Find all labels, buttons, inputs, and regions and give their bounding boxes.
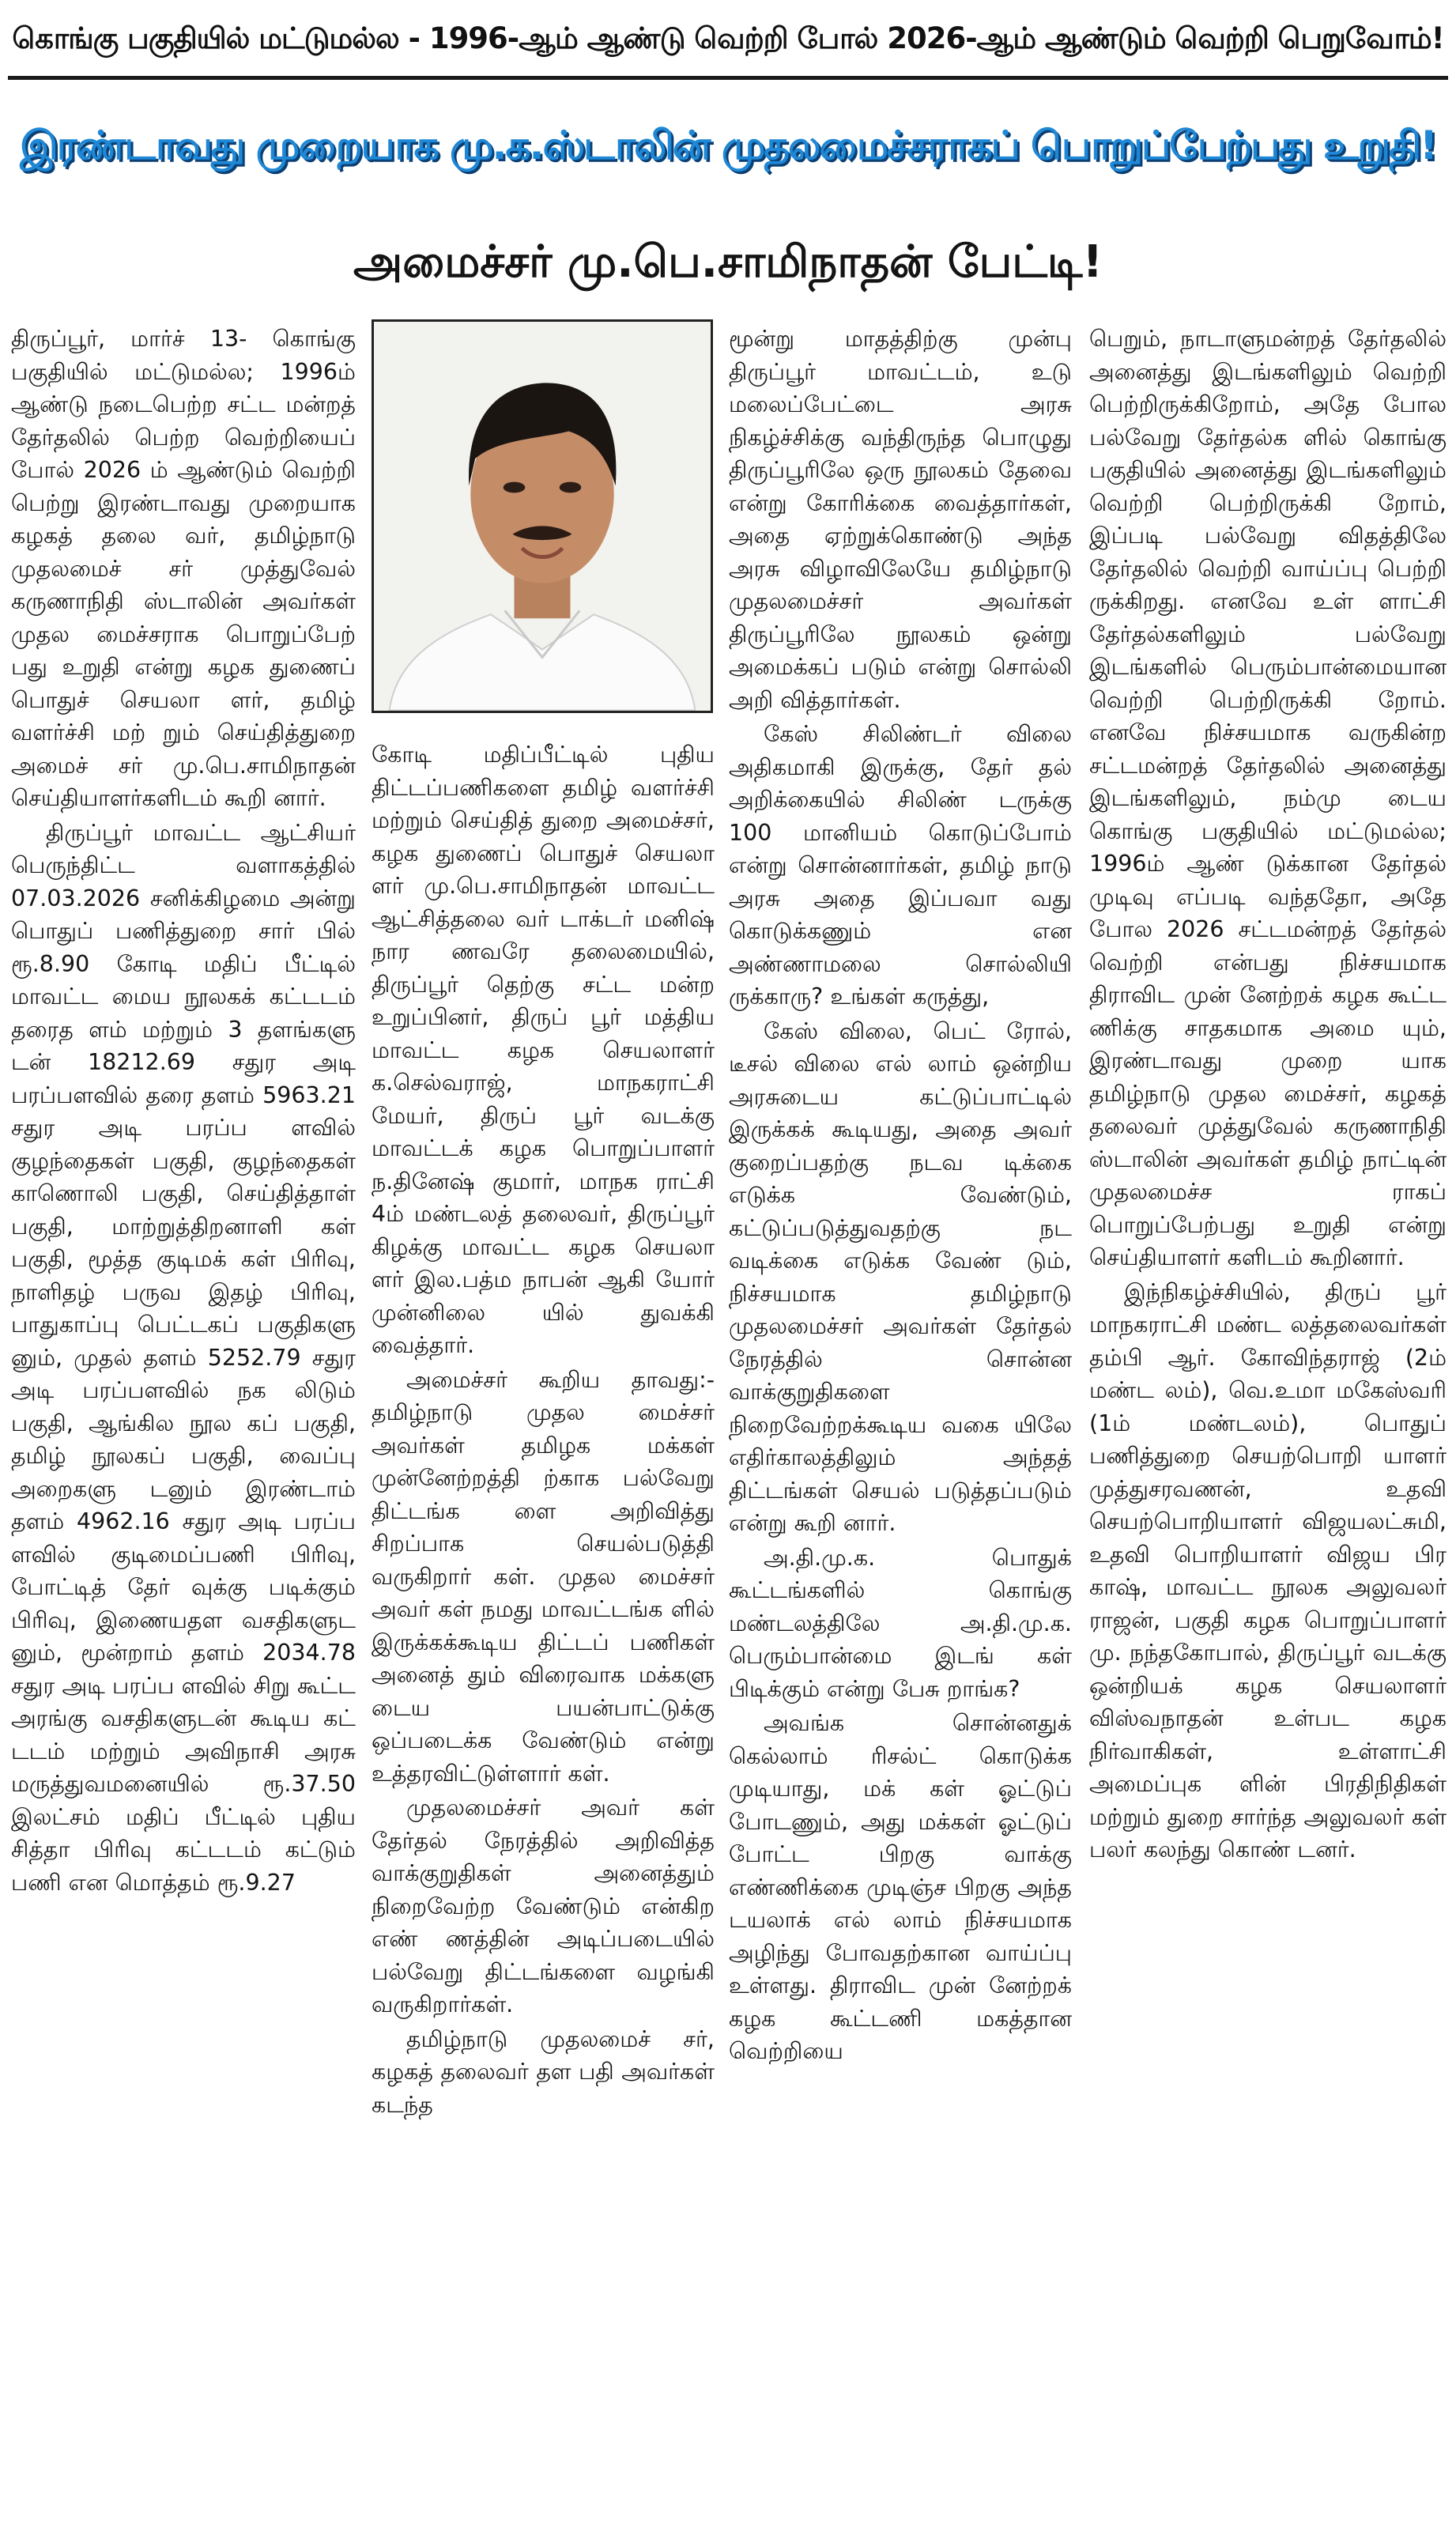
paragraph: அ.தி.மு.க. பொதுக் கூட்டங்களில் கொங்கு மண்டலத்திலே அ.தி.மு.க. பெரும்பான்மை இடங் கள் பிடிக்கும் என்று பேசு றாங்க? <box>729 1544 1072 1702</box>
paragraph: திருப்பூர் மாவட்ட ஆட்சியர் பெருந்திட்ட வளாகத்தில் 07.03.2026 சனிக்கிழமை அன்று பொதுப் பணித்துறை சார் பில் ரூ.8.90 கோடி மதிப் பீட்டில் மாவட்ட மைய நூலகக் கட்டடம் தரைத ளம் மற்றும் 3 தளங்களு டன் 18212.69 சதுர அடி பரப்பளவில் தரை தளம் 5963.21 சதுர அடி பரப்ப ளவில் குழந்தைகள் பகுதி, குழந்தைகள் காணொலி பகுதி, செய்தித்தாள் பகுதி, மாற்றுத்திறனாளி கள் பகுதி, மூத்த குடிமக் கள் பிரிவு, நாளிதழ் பருவ இதழ் பிரிவு, பாதுகாப்பு பெட்டகப் பகுதிகளு னும், முதல் தளம் 5252.79 சதுர அடி பரப்பளவில் நக லிடும் பகுதி, ஆங்கில நூல கப் பகுதி, தமிழ் நூலகப் பகுதி, வைப்பு அறைகளு டனும் இரண்டாம் தளம் 4962.16 சதுர அடி பரப்ப ளவில் குடிமைப்பணி பிரிவு, போட்டித் தேர் வுக்கு படிக்கும் பிரிவு, இணையதள வசதிகளுட னும், மூன்றாம் தளம் 2034.78 சதுர அடி பரப்ப ளவில் சிறு கூட்ட அரங்கு வசதிகளுடன் கூடிய கட் டடம் மற்றும் அவிநாசி அரசு மருத்துவமனையில் ரூ.37.50 இலட்சம் மதிப் பீட்டில் புதிய சித்தா பிரிவு கட்டடம் கட்டும் பணி என மொத்தம் ரூ.9.27 <box>11 819 356 1896</box>
subheadline <box>8 225 1448 304</box>
subheadline-text: அமைச்சர் மு.பெ.சாமிநாதன் பேட்டி! <box>353 236 1103 288</box>
headline <box>11 89 1445 207</box>
paragraph: இந்நிகழ்ச்சியில், திருப் பூர் மாநகராட்சி மண்ட லத்தலைவர்கள் தம்பி ஆர். கோவிந்தராஜ் (2ம் மண்ட லம்), வெ.உமா மகேஸ்வரி (1ம் மண்டலம்), பொதுப் பணித்துறை செயற்பொறி யாளர் முத்துசரவணன், உதவி செயற்பொறியாளர் விஜயலட்சுமி, உதவி பொறியாளர் விஜய பிர காஷ், மாவட்ட நூலக அலுவலர் ராஜன், பகுதி கழக பொறுப்பாளர் மு. நந்தகோபால், திருப்பூர் வடக்கு ஒன்றியக் கழக செயலாளர் விஸ்வநாதன் உள்பட கழக நிர்வாகிகள், உள்ளாட்சி அமைப்புக ளின் பிரதிநிதிகள் மற்றும் துறை சார்ந்த அலுவலர் கள் பலர் கலந்து கொண் டனர். <box>1089 1278 1447 1863</box>
kicker-text: கொங்கு பகுதியில் மட்டுமல்ல - 1996-ஆம் ஆண்டு வெற்றி போல் 2026-ஆம் ஆண்டும் வெற்றி பெறுவோம்! <box>12 21 1444 55</box>
paragraph: கேஸ் விலை, பெட் ரோல், டீசல் விலை எல் லாம் ஒன்றிய அரசுடைய கட்டுப்பாட்டில் இருக்கக் கூடியது, அதை அவர் குறைப்பதற்கு நடவ டிக்கை எடுக்க வேண்டும், கட்டுப்படுத்துவதற்கு நட வடிக்கை எடுக்க வேண் டும், நிச்சயமாக தமிழ்நாடு முதலமைச்சர் அவர்கள் தேர்தல் நேரத்தில் சொன்ன வாக்குறுதிகளை நிறைவேற்றக்கூடிய வகை யிலே எதிர்காலத்திலும் அந்தத் திட்டங்கள் செயல் படுத்தப்படும் என்று கூறி னார். <box>729 1017 1072 1536</box>
paragraph: முதலமைச்சர் அவர் கள் தேர்தல் நேரத்தில் அறிவித்த வாக்குறுதிகள் அனைத்தும் நிறைவேற்ற வேண்டும் என்கிற எண் ணத்தின் அடிப்படையில் பல்வேறு திட்டங்களை வழங்கி வருகிறார்கள். <box>372 1795 715 2017</box>
article-column-3 <box>729 323 1072 2517</box>
article-column-2 <box>372 738 715 2517</box>
minister-photo <box>372 319 713 713</box>
paragraph: மூன்று மாதத்திற்கு முன்பு திருப்பூர் மாவட்டம், உடு மலைப்பேட்டை அரசு நிகழ்ச்சிக்கு வந்திருந்த பொழுது திருப்பூரிலே ஒரு நூலகம் தேவை என்று கோரிக்கை வைத்தார்கள், அதை ஏற்றுக்கொண்டு அந்த அரசு விழாவிலேயே தமிழ்நாடு முதலமைச்சர் அவர்கள் திருப்பூரிலே நூலகம் ஒன்று அமைக்கப் படும் என்று சொல்லி அறி வித்தார்கள். <box>729 326 1072 713</box>
minister-portrait-image <box>374 322 711 711</box>
paragraph: கோடி மதிப்பீட்டில் புதிய திட்டப்பணிகளை தமிழ் வளர்ச்சி மற்றும் செய்தித் துறை அமைச்சர், கழக துணைப் பொதுச் செயலா ளர் மு.பெ.சாமிநாதன் மாவட்ட ஆட்சித்தலை வர் டாக்டர் மனிஷ் நார ணவரே தலைமையில், திருப்பூர் தெற்கு சட்ட மன்ற உறுப்பினர், திருப் பூர் மத்திய மாவட்ட கழக செயலாளர் க.செல்வராஜ், மாநகராட்சி மேயர், திருப் பூர் வடக்கு மாவட்டக் கழக பொறுப்பாளர் ந.தினேஷ் குமார், மாநக ராட்சி 4ம் மண்டலத் தலைவர், திருப்பூர் கிழக்கு மாவட்ட கழக செயலா ளர் இல.பத்ம நாபன் ஆகி யோர் முன்னிலை யில் துவக்கி வைத்தார். <box>372 742 715 1358</box>
headline-text: இரண்டாவது முறையாக மு.க.ஸ்டாலின் முதலமைச்சராகப் பொறுப்பேற்பது உறுதி! <box>20 122 1436 168</box>
paragraph: கேஸ் சிலிண்டர் விலை அதிகமாகி இருக்கு, தேர் தல் அறிக்கையில் சிலிண் டருக்கு 100 மானியம் கொடுப்போம் என்று சொன்னார்கள், தமிழ் நாடு அரசு அதை இப்பவா வது கொடுக்கணும் என அண்ணாமலை சொல்லியி ருக்காரு? உங்கள் கருத்து, <box>729 721 1072 1010</box>
top-rule <box>8 76 1448 80</box>
paragraph: அவங்க சொன்னதுக் கெல்லாம் ரிசல்ட் கொடுக்க முடியாது, மக் கள் ஓட்டுப் போடணும், அது மக்கள் ஓட்டுப் போட்ட பிறகு வாக்கு எண்ணிக்கை முடிஞ்ச பிறகு அந்த டயலாக் எல் லாம் நிச்சயமாக அழிந்து போவதற்கான வாய்ப்பு உள்ளது. திராவிட முன் னேற்றக் கழக கூட்டணி மகத்தான வெற்றியை <box>729 1710 1072 2064</box>
paragraph: தமிழ்நாடு முதலமைச் சர், கழகத் தலைவர் தள பதி அவர்கள் கடந்த <box>372 2025 715 2118</box>
paragraph: திருப்பூர், மார்ச் 13- கொங்கு பகுதியில் மட்டுமல்ல; 1996ம் ஆண்டு நடைபெற்ற சட்ட மன்றத் தேர்தலில் பெற்ற வெற்றியைப் போல் 2026 ம் ஆண்டும் வெற்றி பெற்று இரண்டாவது முறையாக கழகத் தலை வர், தமிழ்நாடு முதலமைச் சர் முத்துவேல் கருணாநிதி ஸ்டாலின் அவர்கள் முதல மைச்சராக பொறுப்பேற் பது உறுதி என்று கழக துணைப் பொதுச் செயலா ளர், தமிழ் வளர்ச்சி மற் றும் செய்தித்துறை அமைச் சர் மு.பெ.சாமிநாதன் செய்தியாளர்களிடம் கூறி னார். <box>11 326 356 811</box>
kicker-strapline <box>8 6 1448 74</box>
article-column-1 <box>11 323 356 2517</box>
article-column-4 <box>1089 323 1447 2517</box>
paragraph: அமைச்சர் கூறிய தாவது:- தமிழ்நாடு முதல மைச்சர் அவர்கள் தமிழக மக்கள் முன்னேற்றத்தி ற்காக பல்வேறு திட்டங்க ளை அறிவித்து சிறப்பாக செயல்படுத்தி வருகிறார் கள். முதல மைச்சர் அவர் கள் நமது மாவட்டங்க ளில் இருக்கக்கூடிய திட்டப் பணிகள் அனைத் தும் விரைவாக மக்களு டைய பயன்பாட்டுக்கு ஒப்படைக்க வேண்டும் என்று உத்தரவிட்டுள்ளார் கள். <box>372 1366 715 1787</box>
paragraph: பெறும், நாடாளுமன்றத் தேர்தலில் அனைத்து இடங்களிலும் வெற்றி பெற்றிருக்கிறோம், அதே போல பல்வேறு தேர்தல்க ளில் கொங்கு பகுதியில் அனைத்து இடங்களிலும் வெற்றி பெற்றிருக்கி றோம், இப்படி பல்வேறு விதத்திலே தேர்தலில் வெற்றி வாய்ப்பு பெற்றி ருக்கிறது. எனவே உள் ளாட்சி தேர்தல்களிலும் பல்வேறு இடங்களில் பெரும்பான்மையான வெற்றி பெற்றிருக்கி றோம். எனவே நிச்சயமாக வருகின்ற சட்டமன்றத் தேர்தலில் அனைத்து இடங்களிலும், நம்மு டைய கொங்கு பகுதியில் மட்டுமல்ல; 1996ம் ஆண் டுக்கான தேர்தல் முடிவு எப்படி வந்ததோ, அதே போல 2026 சட்டமன்றத் தேர்தல் வெற்றி என்பது நிச்சயமாக திராவிட முன் னேற்றக் கழக கூட்ட ணிக்கு சாதகமாக அமை யும், இரண்டாவது முறை யாக தமிழ்நாடு முதல மைச்சர், கழகத் தலைவர் முத்துவேல் கருணாநிதி ஸ்டாலின் அவர்கள் தமிழ் நாட்டின் முதலமைச்ச ராகப் பொறுப்பேற்பது உறுதி என்று செய்தியாளர் களிடம் கூறினார். <box>1089 326 1447 1270</box>
